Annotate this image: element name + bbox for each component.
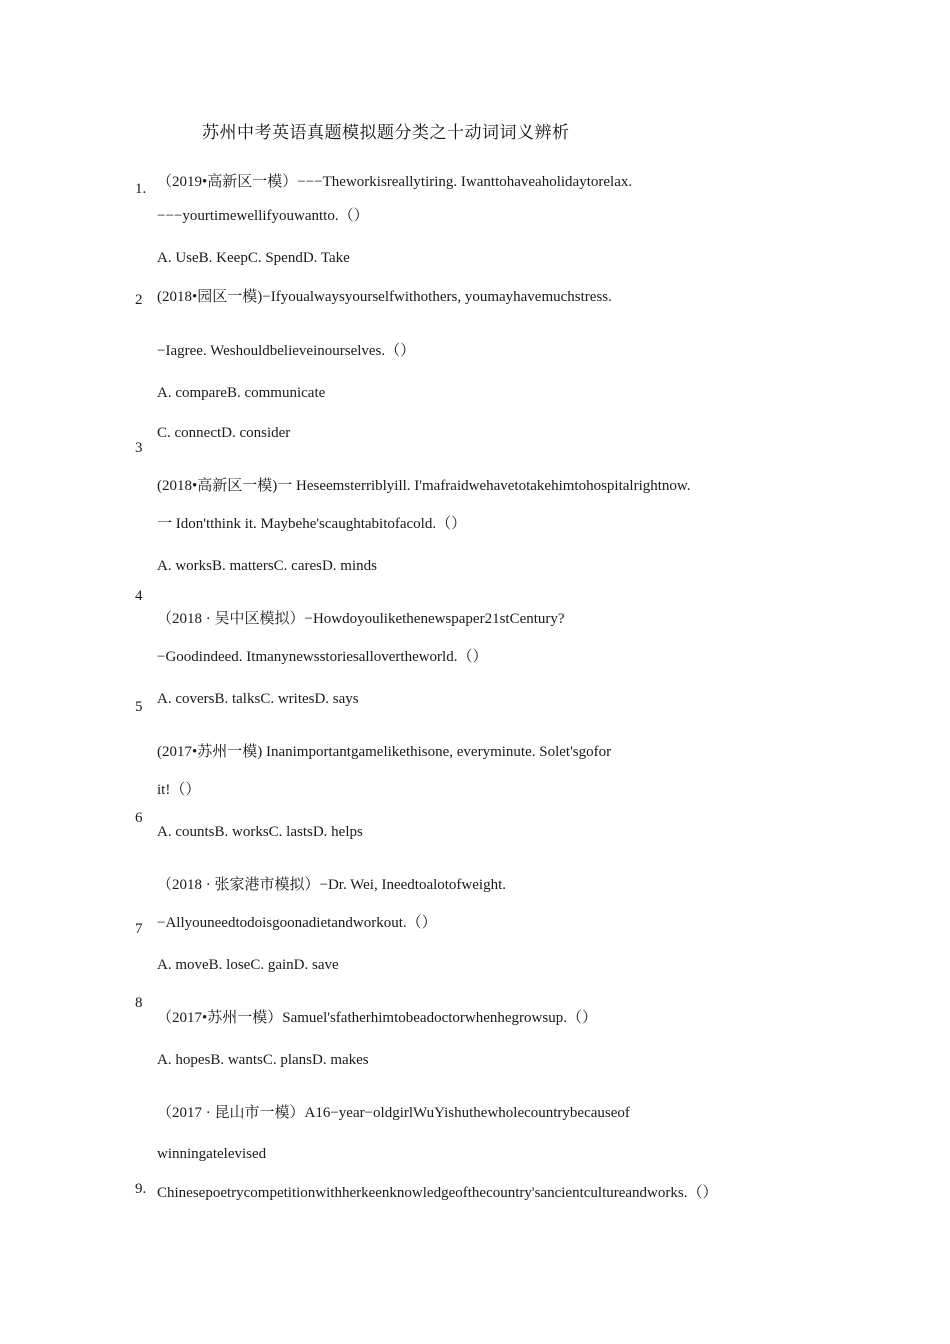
question-line: （2018 · 吴中区模拟）−Howdoyoulikethenewspaper21stCentury? — [157, 611, 565, 627]
question-number: 2 — [135, 292, 143, 308]
question-line: it!（） — [157, 782, 201, 798]
answer-options: C. connectD. consider — [157, 425, 291, 441]
question-number: 6 — [135, 810, 143, 826]
question-line: −Iagree. Weshouldbelieveinourselves.（） — [157, 343, 416, 359]
question-line: (2018•高新区一模)一 Heseemsterriblyill. I'mafraidwehavetotakehimtohospitalrightnow. — [157, 478, 691, 494]
answer-options: A. coversB. talksC. writesD. says — [157, 691, 359, 707]
page-title: 苏州中考英语真题模拟题分类之十动词词义辨析 — [202, 123, 570, 143]
question-number: 7 — [135, 921, 143, 937]
answer-options: A. UseB. KeepC. SpendD. Take — [157, 250, 350, 266]
answer-options: A. moveB. loseC. gainD. save — [157, 957, 339, 973]
question-line: −Allyouneedtodoisgoonadietandworkout.（） — [157, 915, 437, 931]
question-line: 一 Idon'tthink it. Maybehe'scaughtabitofacold.（） — [157, 516, 467, 532]
question-number: 3 — [135, 440, 143, 456]
answer-options: A. worksB. mattersC. caresD. minds — [157, 558, 377, 574]
answer-options: A. countsB. worksC. lastsD. helps — [157, 824, 363, 840]
question-number: 9. — [135, 1181, 147, 1197]
question-line: （2018 · 张家港市模拟）−Dr. Wei, Ineedtoalotofweight. — [157, 877, 507, 893]
question-line: −Goodindeed. Itmanynewsstoriesallovertheworld.（） — [157, 649, 488, 665]
question-line: (2018•园区一模)−Ifyoualwaysyourselfwithothers, youmayhavemuchstress. — [157, 289, 612, 305]
question-line: winningatelevised — [157, 1146, 267, 1162]
answer-options: A. hopesB. wantsC. plansD. makes — [157, 1052, 369, 1068]
question-line: （2017•苏州一模）Samuel'sfatherhimtobeadoctorwhenhegrowsup.（） — [157, 1010, 597, 1026]
answer-options: A. compareB. communicate — [157, 385, 326, 401]
question-number: 5 — [135, 699, 143, 715]
question-line: −−−yourtimewellifyouwantto.（） — [157, 208, 369, 224]
question-number: 1. — [135, 181, 147, 197]
question-number: 8 — [135, 995, 143, 1011]
question-line: （2019•高新区一模）−−−Theworkisreallytiring. Iwanttohaveaholidaytorelax. — [157, 174, 633, 190]
question-line: （2017 · 昆山市一模）A16−year−oldgirlWuYishuthewholecountrybecauseof — [157, 1105, 630, 1121]
question-line: Chinesepoetrycompetitionwithherkeenknowledgeofthecountry'sancientcultureandworks.（） — [157, 1185, 718, 1201]
question-number: 4 — [135, 588, 143, 604]
question-line: (2017•苏州一模) Inanimportantgamelikethisone, everyminute. Solet'sgofor — [157, 744, 612, 760]
